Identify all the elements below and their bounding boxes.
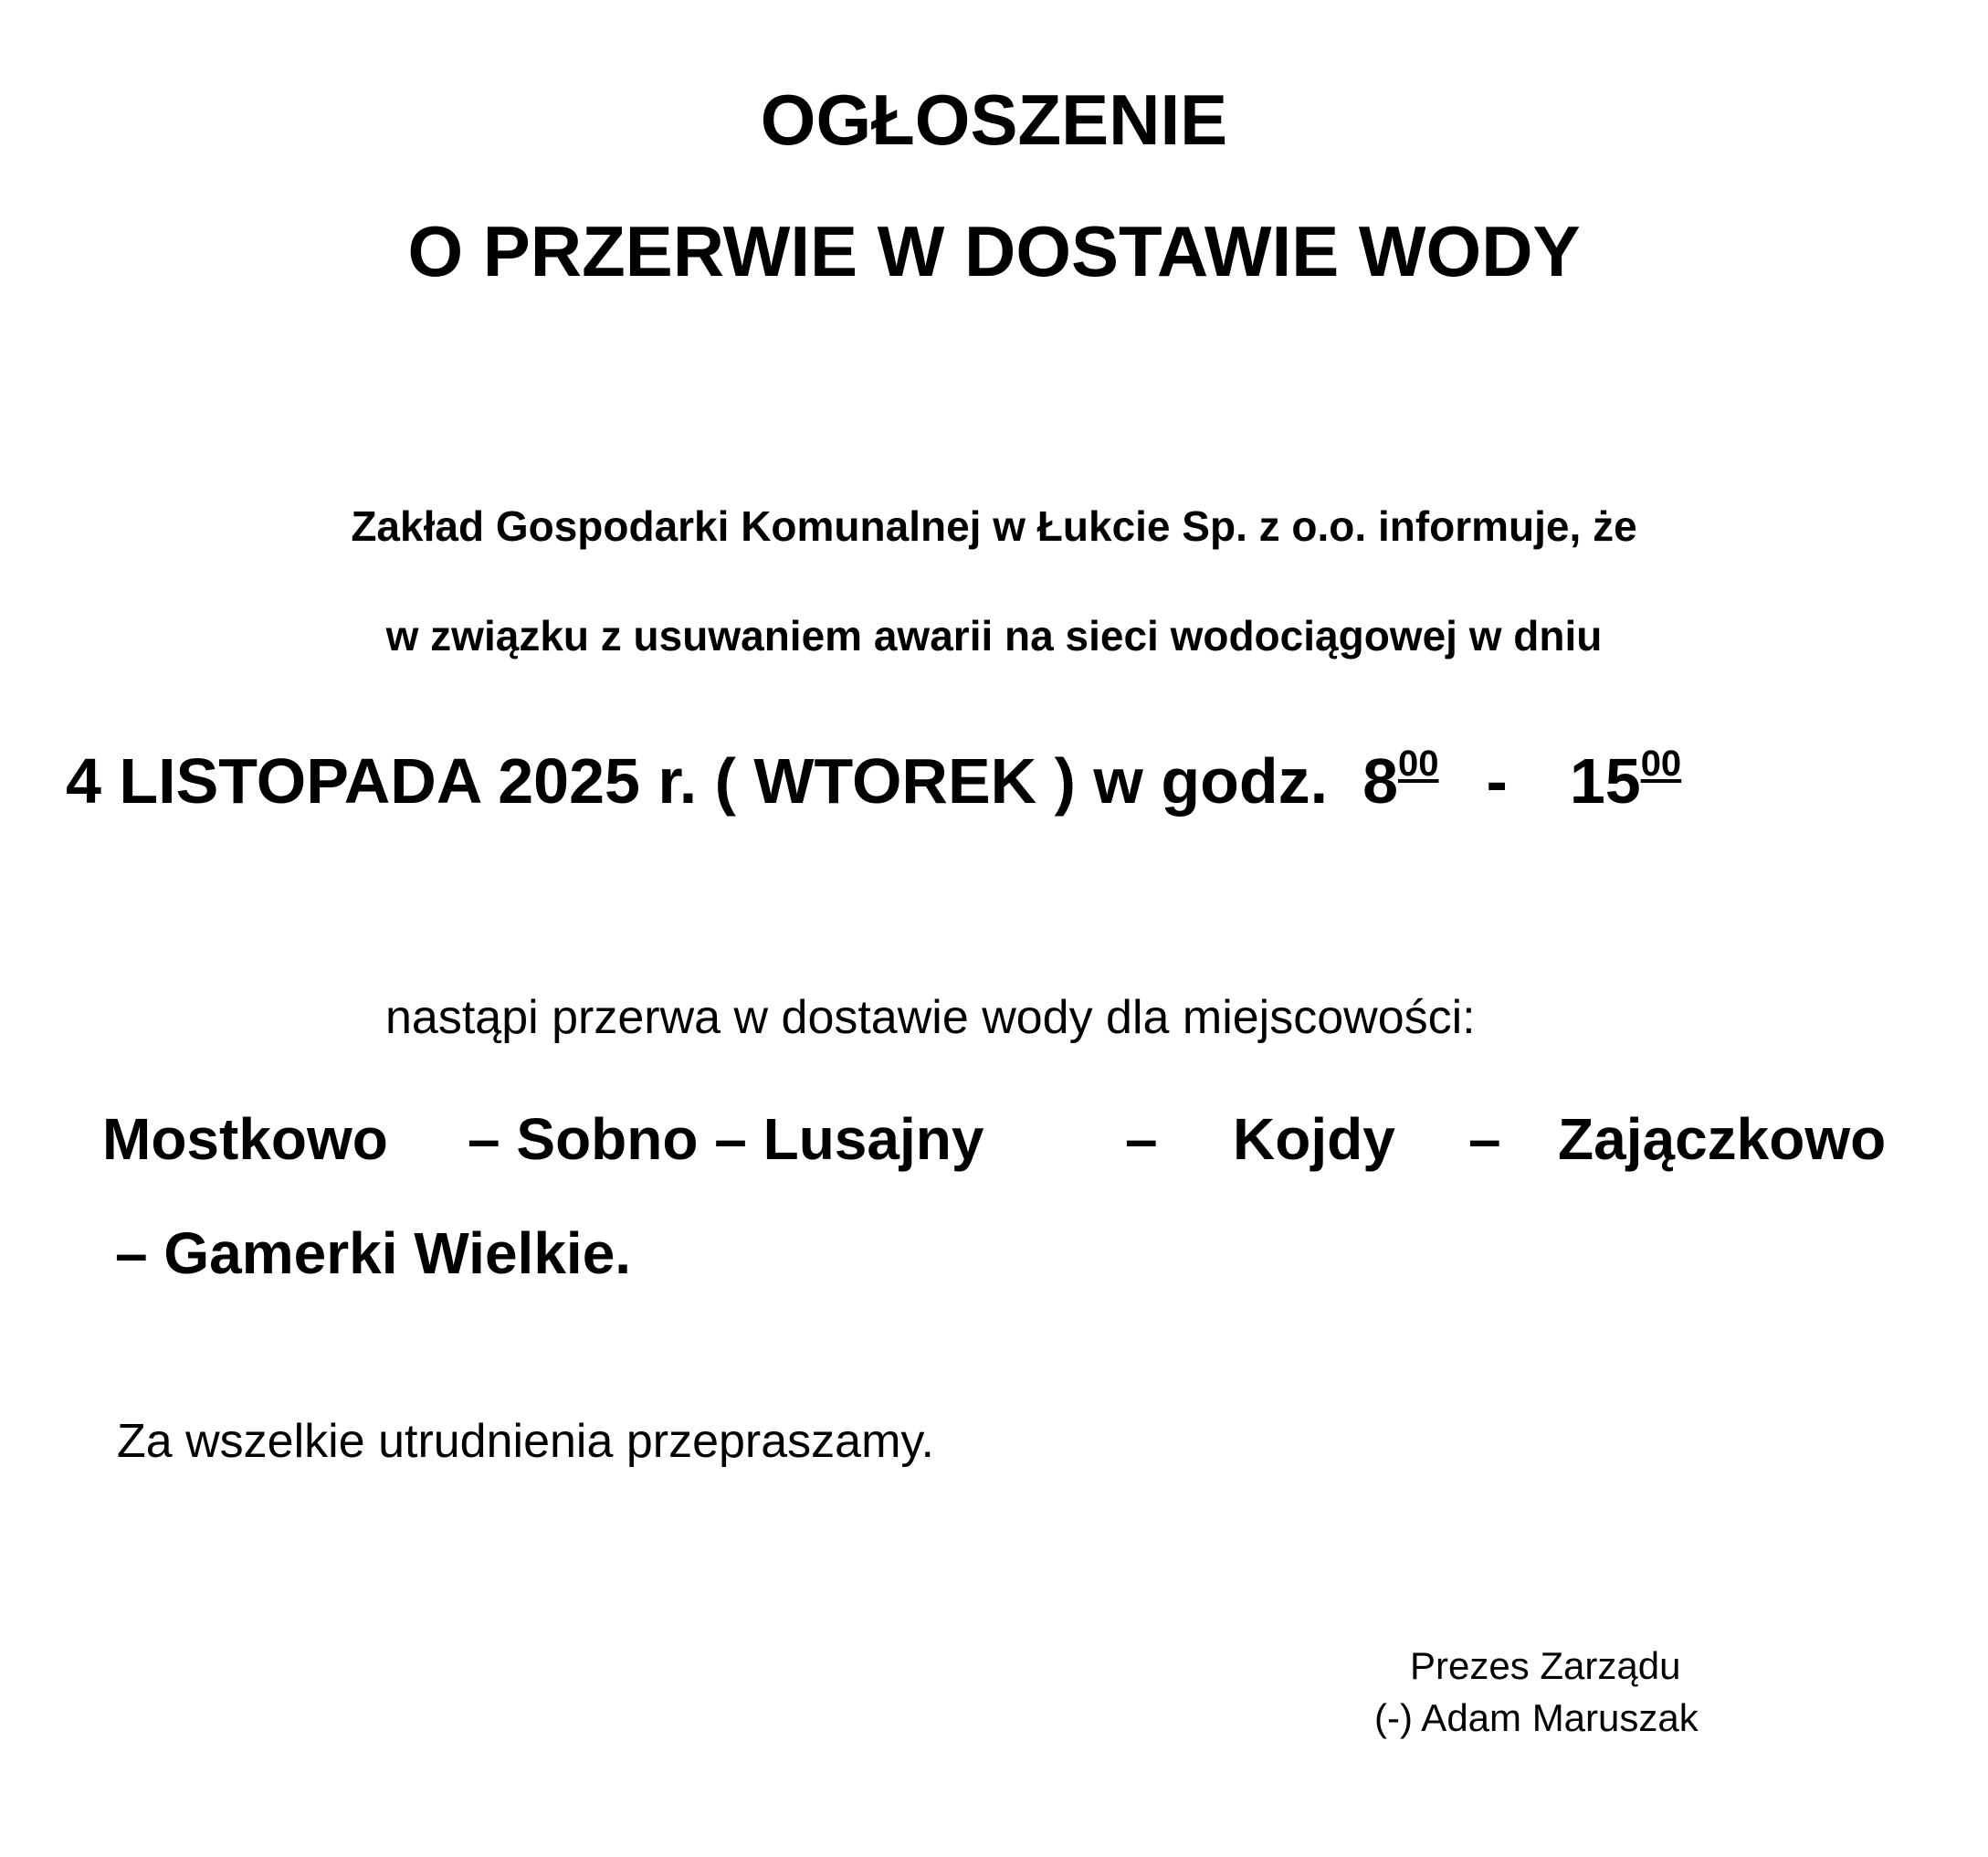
apology-text: Za wszelkie utrudnienia przepraszamy. — [117, 1415, 934, 1468]
start-minutes: 00 — [1398, 744, 1439, 784]
signature-name: (-) Adam Maruszak — [1374, 1696, 1699, 1739]
place-kojdy: Kojdy — [1233, 1106, 1395, 1172]
signature-role: Prezes Zarządu — [1410, 1644, 1681, 1687]
outage-text: nastąpi przerwa w dostawie wody dla miejscowości: — [385, 991, 1476, 1044]
time-separator: - — [1486, 745, 1508, 817]
notice-subtitle: O PRZERWIE W DOSTAWIE WODY — [407, 211, 1581, 291]
end-hour: 15 — [1569, 745, 1641, 817]
place-gamerki-wielkie: – Gamerki Wielkie. — [115, 1220, 632, 1286]
place-dash-1: – — [1125, 1106, 1158, 1172]
intro-line-1: Zakład Gospodarki Komunalnej w Łukcie Sp. z o.o. informuje, że — [351, 502, 1637, 550]
end-minutes: 00 — [1640, 744, 1682, 784]
intro-line-2: w związku z usuwaniem awarii na sieci wodociągowej w dniu — [385, 612, 1603, 659]
place-sobno-lusajny: – Sobno – Lusajny — [468, 1106, 984, 1172]
outage-date: 4 LISTOPADA 2025 r. ( WTOREK ) w godz. — [66, 745, 1329, 817]
place-zajaczkowo: Zajączkowo — [1558, 1106, 1887, 1172]
start-hour: 8 — [1362, 745, 1398, 817]
notice-title: OGŁOSZENIE — [760, 79, 1228, 160]
place-mostkowo: Mostkowo — [102, 1106, 388, 1172]
outage-date-line — [66, 744, 1682, 817]
place-dash-2: – — [1468, 1106, 1501, 1172]
